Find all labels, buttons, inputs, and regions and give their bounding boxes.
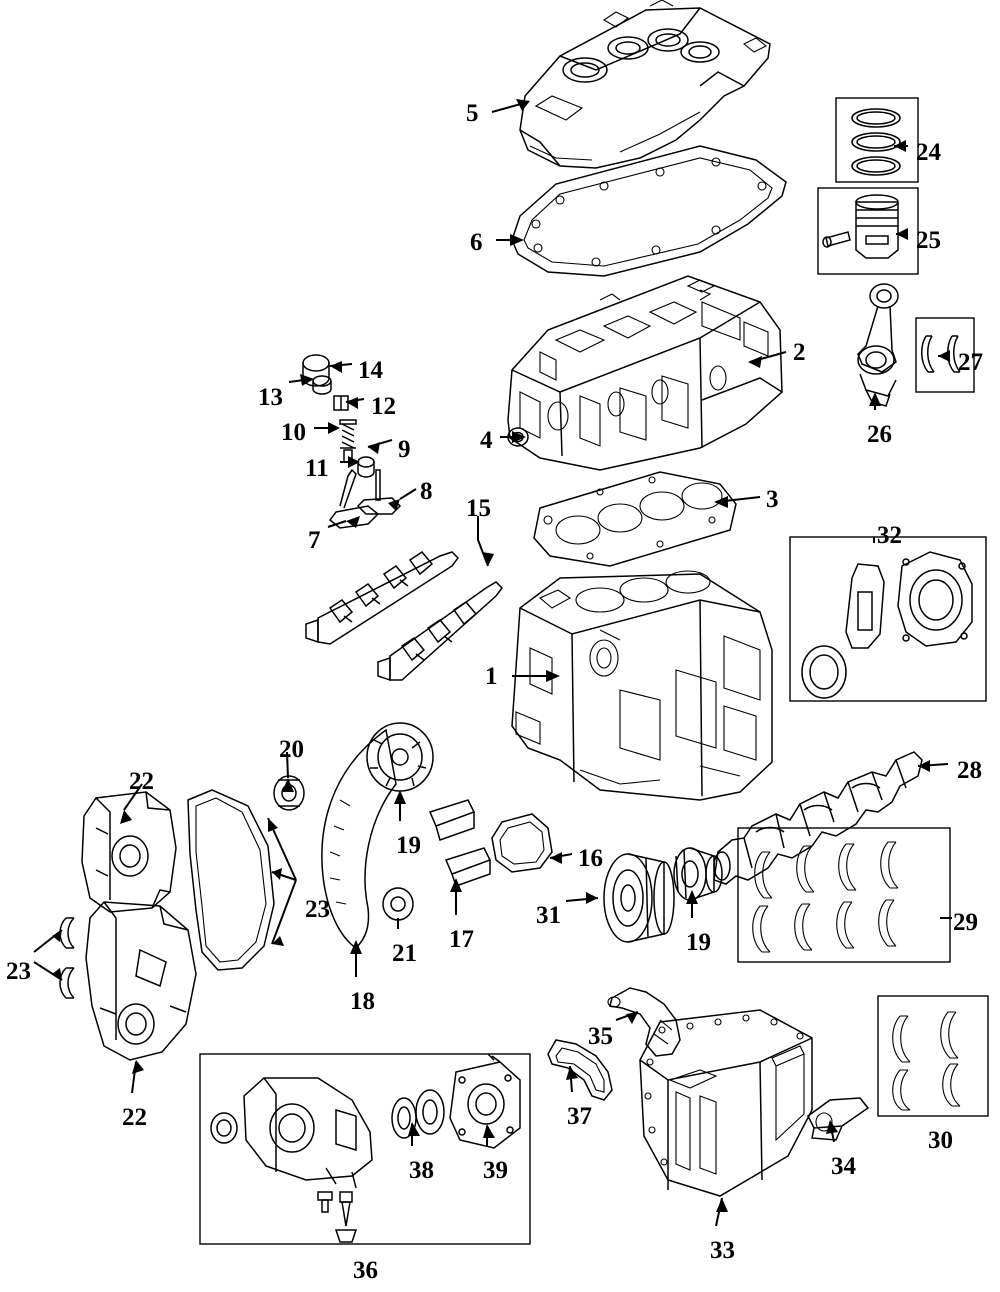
part-camshaft-exhaust: [378, 582, 502, 680]
callout-23[interactable]: 23: [305, 896, 330, 923]
callout-6[interactable]: 6: [470, 229, 483, 256]
callout-29[interactable]: 29: [953, 909, 978, 936]
callout-20[interactable]: 20: [279, 736, 304, 763]
callout-19b[interactable]: 19: [686, 929, 711, 956]
callout-22[interactable]: 22: [129, 768, 154, 795]
callout-4[interactable]: 4: [480, 427, 493, 454]
part-cylinder-block: [512, 571, 772, 800]
part-head-gasket: [534, 472, 736, 566]
callout-31[interactable]: 31: [536, 902, 561, 929]
callout-3[interactable]: 3: [766, 486, 779, 513]
callout-11[interactable]: 11: [305, 455, 329, 482]
callout-16[interactable]: 16: [578, 845, 603, 872]
part-rear-seal-housing: [790, 537, 986, 701]
part-camshaft-intake: [306, 552, 458, 644]
part-valve-cover: [520, 0, 770, 168]
arrow-heads: [52, 99, 950, 1212]
callout-12[interactable]: 12: [371, 393, 396, 420]
callout-23b[interactable]: 23: [6, 958, 31, 985]
callout-34[interactable]: 34: [831, 1153, 856, 1180]
callout-25[interactable]: 25: [916, 227, 941, 254]
callout-24[interactable]: 24: [916, 139, 941, 166]
callout-35[interactable]: 35: [588, 1023, 613, 1050]
part-cylinder-head: [508, 276, 782, 470]
callout-38[interactable]: 38: [409, 1157, 434, 1184]
part-timing-cover-upper: [82, 792, 176, 912]
callout-33[interactable]: 33: [710, 1237, 735, 1264]
callout-27[interactable]: 27: [958, 349, 983, 376]
callout-21[interactable]: 21: [392, 940, 417, 967]
callout-10[interactable]: 10: [281, 419, 306, 446]
part-timing-cover-seal: [188, 790, 274, 970]
part-cover-grommets: [60, 918, 74, 998]
part-cam-sprocket: [367, 723, 433, 791]
part-crankshaft: [714, 752, 922, 884]
part-connecting-rod: [858, 284, 898, 406]
part-thrust-bearing-set: [878, 996, 988, 1116]
part-oil-pump-gasket: [492, 814, 552, 872]
callout-18[interactable]: 18: [350, 988, 375, 1015]
callout-8[interactable]: 8: [420, 478, 433, 505]
part-valve-cover-gasket: [512, 146, 786, 276]
callout-26[interactable]: 26: [867, 421, 892, 448]
part-timing-belt: [322, 730, 396, 948]
callout-19[interactable]: 19: [396, 832, 421, 859]
part-timing-cover-lower: [86, 902, 196, 1060]
callout-7[interactable]: 7: [308, 527, 321, 554]
callout-17[interactable]: 17: [449, 926, 474, 953]
callout-5[interactable]: 5: [466, 100, 479, 127]
part-piston-ring-set: [836, 98, 918, 182]
callout-28[interactable]: 28: [957, 757, 982, 784]
callout-39[interactable]: 39: [483, 1157, 508, 1184]
part-oil-pickup-tube: [608, 988, 680, 1056]
callout-37[interactable]: 37: [567, 1103, 592, 1130]
part-belt-guides: [430, 800, 490, 886]
part-crank-pulley: [604, 854, 674, 942]
callout-2[interactable]: 2: [793, 339, 806, 366]
callout-14[interactable]: 14: [358, 357, 383, 384]
part-oil-pan: [640, 1010, 812, 1196]
part-oil-drain-plug: [808, 1098, 868, 1140]
callout-22b[interactable]: 22: [122, 1104, 147, 1131]
callout-32[interactable]: 32: [877, 522, 902, 549]
callout-15[interactable]: 15: [466, 495, 491, 522]
callout-13[interactable]: 13: [258, 384, 283, 411]
part-oil-pump-assembly: [200, 1054, 530, 1244]
callout-9[interactable]: 9: [398, 436, 411, 463]
callout-36[interactable]: 36: [353, 1257, 378, 1284]
callout-1[interactable]: 1: [485, 663, 498, 690]
part-main-bearing-set: [738, 828, 950, 962]
part-tensioner-pulley: [383, 888, 413, 920]
callout-30[interactable]: 30: [928, 1127, 953, 1154]
